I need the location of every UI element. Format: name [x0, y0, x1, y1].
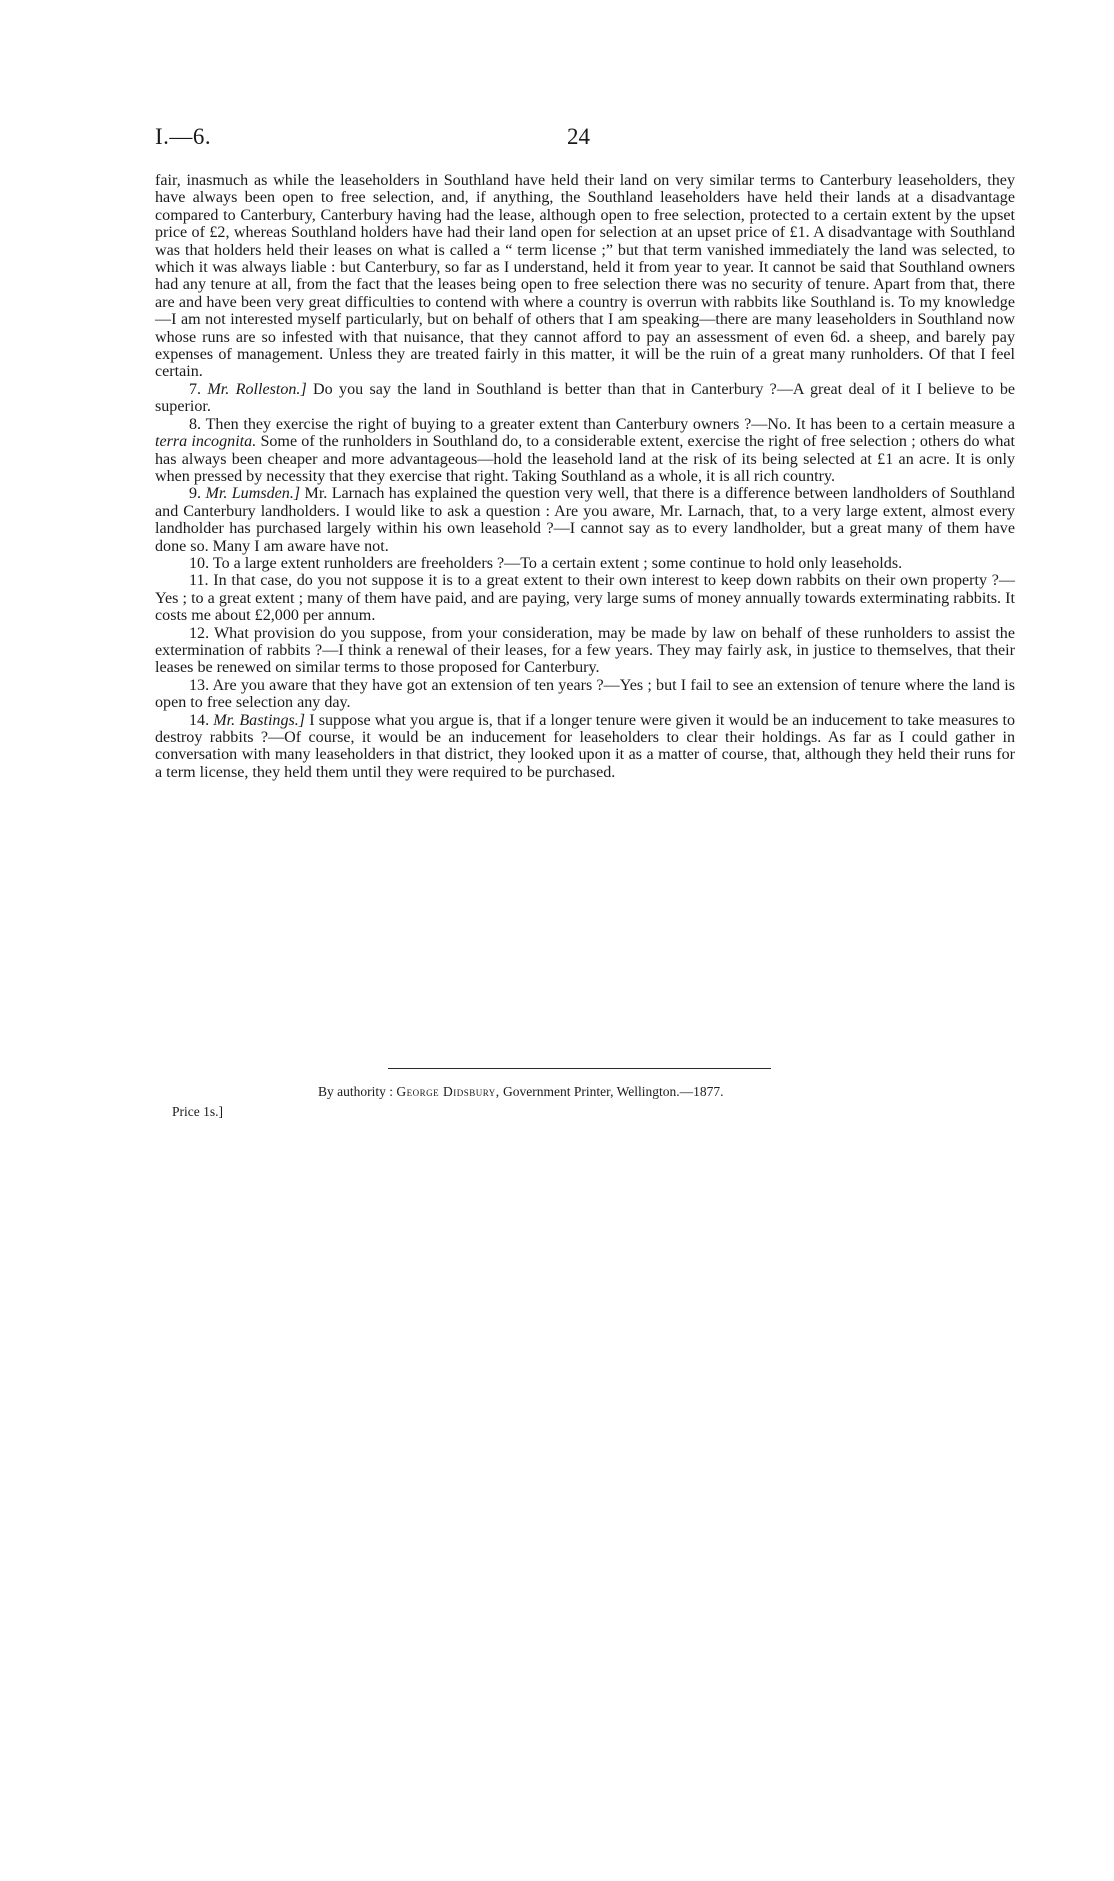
- question-10: [155, 555, 1015, 572]
- imprint-suffix: Government Printer, Wellington.—1877.: [503, 1084, 724, 1099]
- question-number: 10.: [189, 554, 210, 572]
- question-9: [155, 485, 1015, 555]
- question-number: 14.: [189, 711, 210, 729]
- paragraph-continued: [155, 172, 1015, 381]
- question-text: In that case, do you not suppose it is to a great extent to their own interest to keep down rabbits on their own property ?—Yes ; to a great extent ; many of them have paid, and are paying, very large sums of money annually towards exterminating rabbits. It costs me about £2,000 per annum.: [155, 572, 1015, 625]
- question-text: I suppose what you argue is, that if a longer tenure were given it would be an inducement to take measures to destroy rabbits ?—Of course, it would be an inducement for leaseholders to clear their holdings. As far as I could gather in conversation with many leaseholders in that district, they looked upon it as a matter of course, that, although they held their runs for a term license, they held them until they were required to be purchased.: [155, 711, 1015, 781]
- question-8: [155, 416, 1015, 486]
- question-text-continued: Some of the runholders in Southland do, to a considerable extent, exercise the right of free selection ; others do what has always been cheaper and more advantageous—hold the leasehold land at the risk of its being selected at £1 an acre. It is only when pressed by necessity that they exercise that right. Taking Southland as a whole, it is all rich country.: [155, 433, 1016, 485]
- question-text: Then they exercise the right of buying to a greater extent than Canterbury owners ?—No. It has been to a certain measure a: [205, 415, 1016, 433]
- question-text: Are you aware that they have got an extension of ten years ?—Yes ; but I fail to see an extension of tenure where the land is open to free selection any day.: [155, 676, 1016, 712]
- speaker-name: Mr. Rolleston.]: [207, 380, 307, 398]
- page-number: 24: [567, 124, 590, 149]
- printer-name: George Didsbury,: [396, 1084, 500, 1099]
- question-number: 9.: [189, 485, 202, 503]
- question-13: [155, 677, 1015, 712]
- paragraph-text: fair, inasmuch as while the leaseholders in Southland have held their land on very similar terms to Canterbury leaseholders, they have always been open to free selection, and, if anything, the Southland leaseholders have held their lands at a disadvantage compared to Canterbury, Canterbury having had the lease, although open to free selection, protected to a certain extent by the upset price of £2, whereas Southland holders have had their land open for selection at an upset price of £1. A disadvantage with Southland was that holders held their leases on what is called a “ term license ;” but that term vanished immediately the land was selected, to which it was always liable : but Canterbury, so far as I understand, held it from year to year. It cannot be said that Southland owners had any tenure at all, from the fact that the leases being open to free selection there was no security of tenure. Apart from that, there are and have been very great difficulties to contend with where a country is overrun with rabbits like Southland is. To my knowledge—I am not interested myself particularly, but on behalf of others that I am speaking—there are many leaseholders in Southland now whose runs are so infested with that nuisance, that they cannot afford to pay an assessment of even 6d. a sheep, and barely pay expenses of management. Unless they are treated fairly in this matter, it will be the ruin of a great many runholders. Of that I feel certain.: [155, 172, 1015, 381]
- printer-imprint: [318, 1084, 878, 1100]
- question-14: [155, 712, 1015, 782]
- question-11: [155, 572, 1015, 624]
- question-number: 12.: [189, 624, 210, 642]
- document-reference: I.—6.: [155, 124, 212, 149]
- question-number: 13.: [189, 676, 210, 694]
- question-12: [155, 625, 1015, 677]
- page-header: [155, 124, 1013, 160]
- question-number: 8.: [189, 415, 202, 433]
- speaker-name: Mr. Bastings.]: [213, 711, 306, 729]
- question-text: To a large extent runholders are freeholders ?—To a certain extent ; some continue to hold only leaseholds.: [212, 554, 903, 572]
- question-number: 11.: [189, 572, 209, 590]
- question-text: Do you say the land in Southland is better than that in Canterbury ?—A great deal of it I believe to be superior.: [155, 380, 1016, 416]
- question-text: What provision do you suppose, from your consideration, may be made by law on behalf of these runholders to assist the extermination of rabbits ?—I think a renewal of their leases, for a few years. They may fairly ask, in justice to themselves, that their leases be renewed on similar terms to those proposed for Canterbury.: [155, 624, 1015, 677]
- italic-phrase: terra incognita.: [155, 433, 257, 451]
- price-note: Price 1s.]: [172, 1104, 223, 1119]
- footer-divider: [388, 1068, 771, 1069]
- speaker-name: Mr. Lumsden.]: [205, 485, 301, 503]
- question-number: 7.: [189, 380, 202, 398]
- question-text: Mr. Larnach has explained the question very well, that there is a difference between landholders of Southland and Canterbury landholders. I would like to ask a question : Are you aware, Mr. Larnach, that, to a very large extent, almost every landholder has purchased largely within his own leasehold ?—I cannot say as to every landholder, but a great many of them have done so. Many I am aware have not.: [155, 485, 1015, 555]
- imprint-prefix: By authority :: [318, 1084, 393, 1099]
- document-body: [155, 172, 1015, 781]
- question-7: [155, 381, 1015, 416]
